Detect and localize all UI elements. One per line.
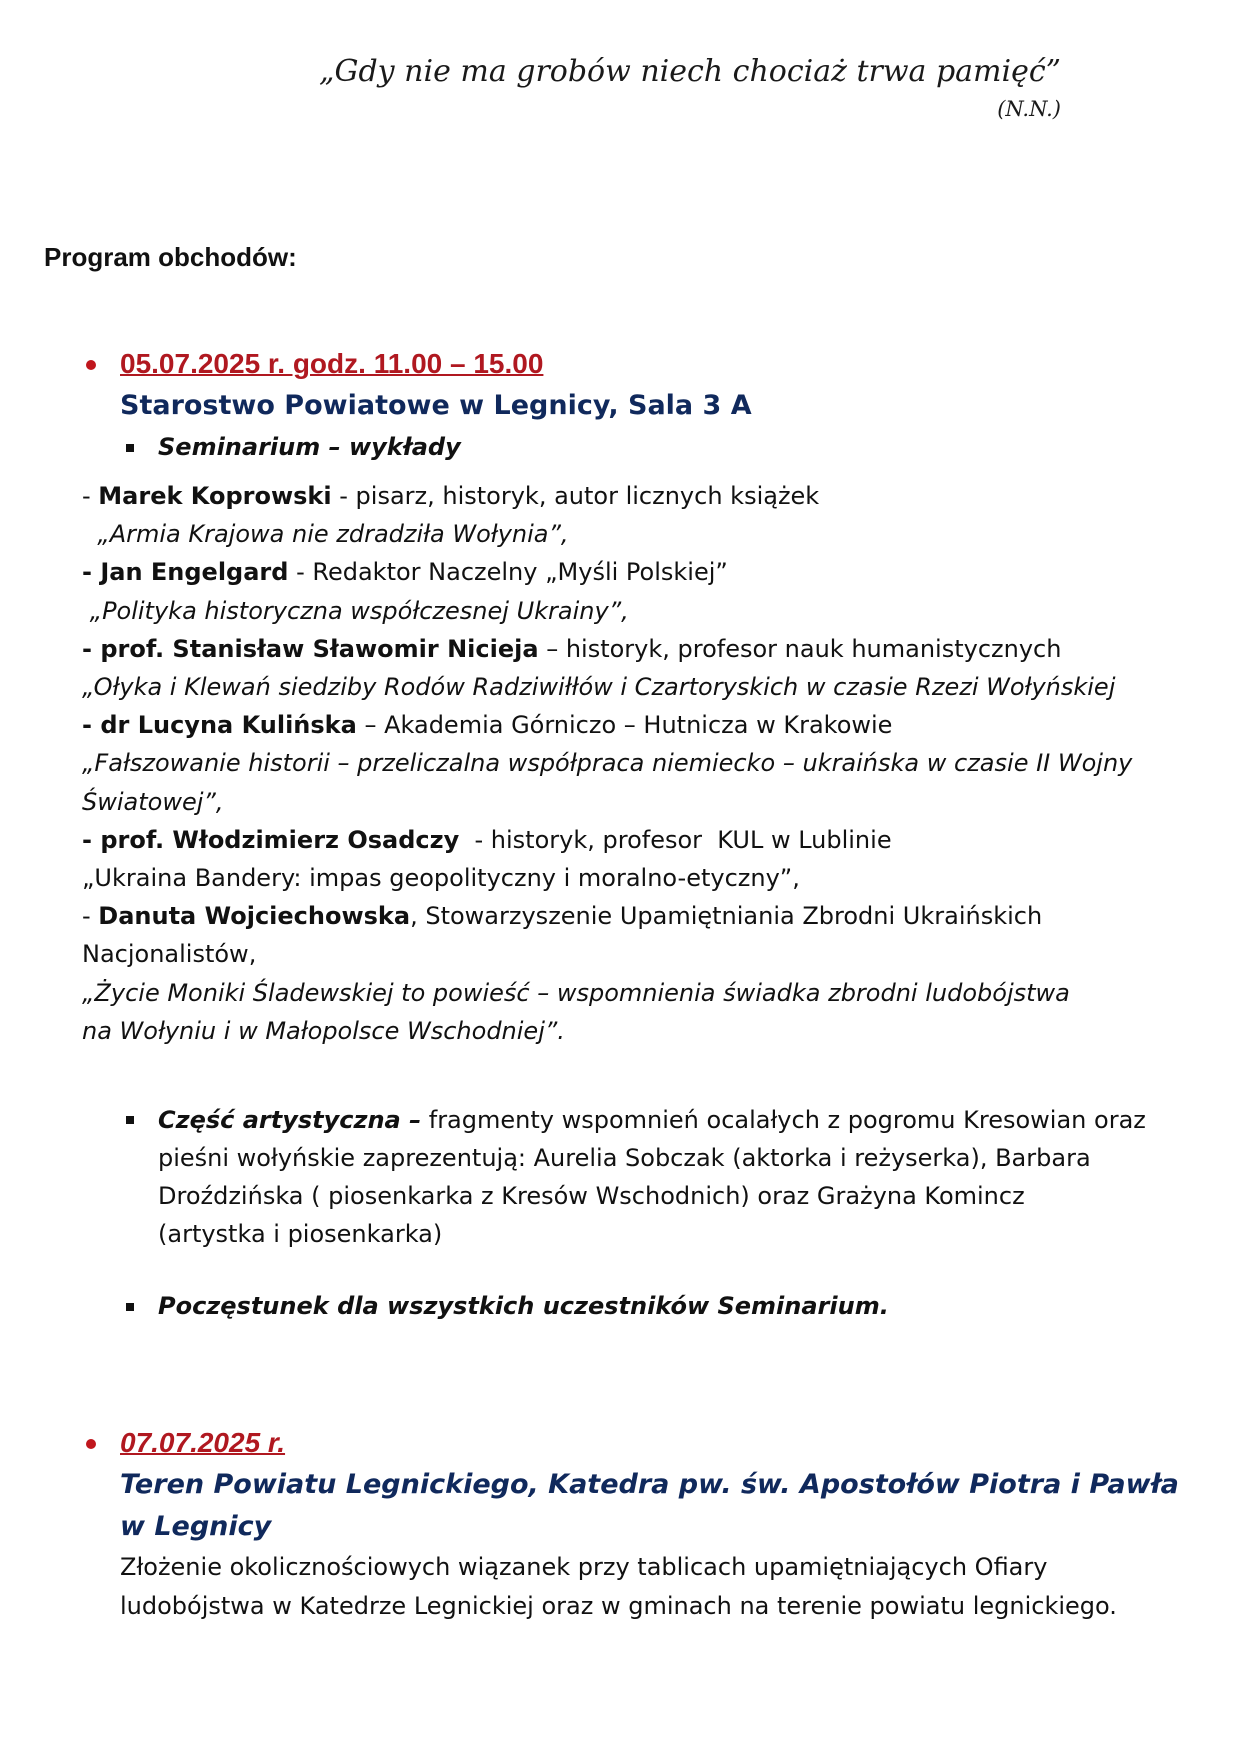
artistic-text: (artystka i piosenkarka)	[158, 1220, 443, 1248]
talk-title-cont: Światowej”,	[82, 787, 224, 816]
artistic-text: Droździńska ( piosenkarka z Kresów Wschodnich) oraz Grażyna Komincz	[158, 1182, 1025, 1210]
square-bullet-icon	[126, 1116, 134, 1124]
talk-speaker: - prof. Stanisław Sławomir Nicieja – historyk, profesor nauk humanistycznych	[82, 634, 1062, 663]
talk-title: „Polityka historyczna współczesnej Ukrainy”,	[82, 596, 629, 625]
event-2-description: Złożenie okolicznościowych wiązanek przy tablicach upamiętniających Ofiary	[120, 1553, 1048, 1581]
talk-title-cont: na Wołyniu i w Małopolsce Wschodniej”.	[82, 1016, 565, 1045]
event-1-venue: Starostwo Powiatowe w Legnicy, Sala 3 A	[120, 390, 752, 421]
talk-title: „Armia Krajowa nie zdradziła Wołynia”,	[82, 520, 569, 549]
refreshment-item	[120, 1288, 1180, 1325]
talk-title: „Życie Moniki Śladewskiej to powieść – wspomnienia świadka zbrodni ludobójstwa	[82, 978, 1070, 1007]
talk-speaker: - Jan Engelgard - Redaktor Naczelny „Myśli Polskiej”	[82, 558, 728, 587]
talk-speaker: - dr Lucyna Kulińska – Akademia Górniczo – Hutnicza w Krakowie	[82, 711, 893, 740]
artistic-item	[120, 1101, 1180, 1253]
artistic-text: fragmenty wspomnień ocalałych z pogromu Kresowian oraz	[421, 1106, 1146, 1134]
motto-author: (N.N.)	[997, 97, 1061, 121]
event-2-venue: Teren Powiatu Legnickiego, Katedra pw. św. Apostołów Piotra i Pawła	[120, 1469, 1179, 1500]
square-bullet-icon	[126, 444, 134, 452]
seminar-item	[158, 429, 1180, 466]
refreshment-text: Poczęstunek dla wszystkich uczestników Seminarium.	[158, 1292, 889, 1320]
talk-speaker: - Marek Koprowski - pisarz, historyk, autor licznych książek	[82, 482, 820, 510]
event-1	[120, 343, 1180, 466]
talk-title: „Ołyka i Klewań siedziby Rodów Radziwiłłów i Czartoryskich w czasie Rzezi Wołyńskiej	[82, 673, 1116, 702]
motto	[319, 52, 1061, 124]
talk-speaker-cont: Nacjonalistów,	[82, 940, 257, 969]
talk-speaker: - prof. Włodzimierz Osadczy - historyk, profesor KUL w Lublinie	[82, 825, 892, 854]
event-2-venue-cont: w Legnicy	[120, 1511, 272, 1542]
artistic-text: pieśni wołyńskie zaprezentują: Aurelia Sobczak (aktorka i reżyserka), Barbara	[158, 1144, 1091, 1172]
square-bullet-icon	[126, 1303, 134, 1311]
motto-quote: „Gdy nie ma grobów niech chociaż trwa pamięć”	[318, 54, 1061, 89]
talk-speaker: - Danuta Wojciechowska, Stowarzyszenie Upamiętniania Zbrodni Ukraińskich	[82, 902, 1043, 931]
event-1-date: 05.07.2025 r. godz. 11.00 – 15.00	[120, 348, 544, 379]
talk-title: „Fałszowanie historii – przeliczalna współpraca niemiecko – ukraińska w czasie II Wojny	[82, 749, 1133, 778]
talk-title: „Ukraina Bandery: impas geopolityczny i moralno-etyczny”,	[82, 864, 800, 893]
seminar-label: Seminarium – wykłady	[158, 433, 461, 461]
event-2-description-cont: ludobójstwa w Katedrze Legnickiej oraz w gminach na terenie powiatu legnickiego.	[120, 1592, 1117, 1620]
bullet-dot-icon	[86, 1439, 96, 1449]
bullet-dot-icon	[86, 360, 96, 370]
event-2-date: 07.07.2025 r.	[120, 1427, 286, 1458]
event-2	[120, 1422, 1180, 1626]
program-heading: Program obchodów:	[44, 242, 297, 272]
talks-list	[82, 477, 1182, 1050]
artistic-label: Część artystyczna –	[158, 1106, 422, 1134]
